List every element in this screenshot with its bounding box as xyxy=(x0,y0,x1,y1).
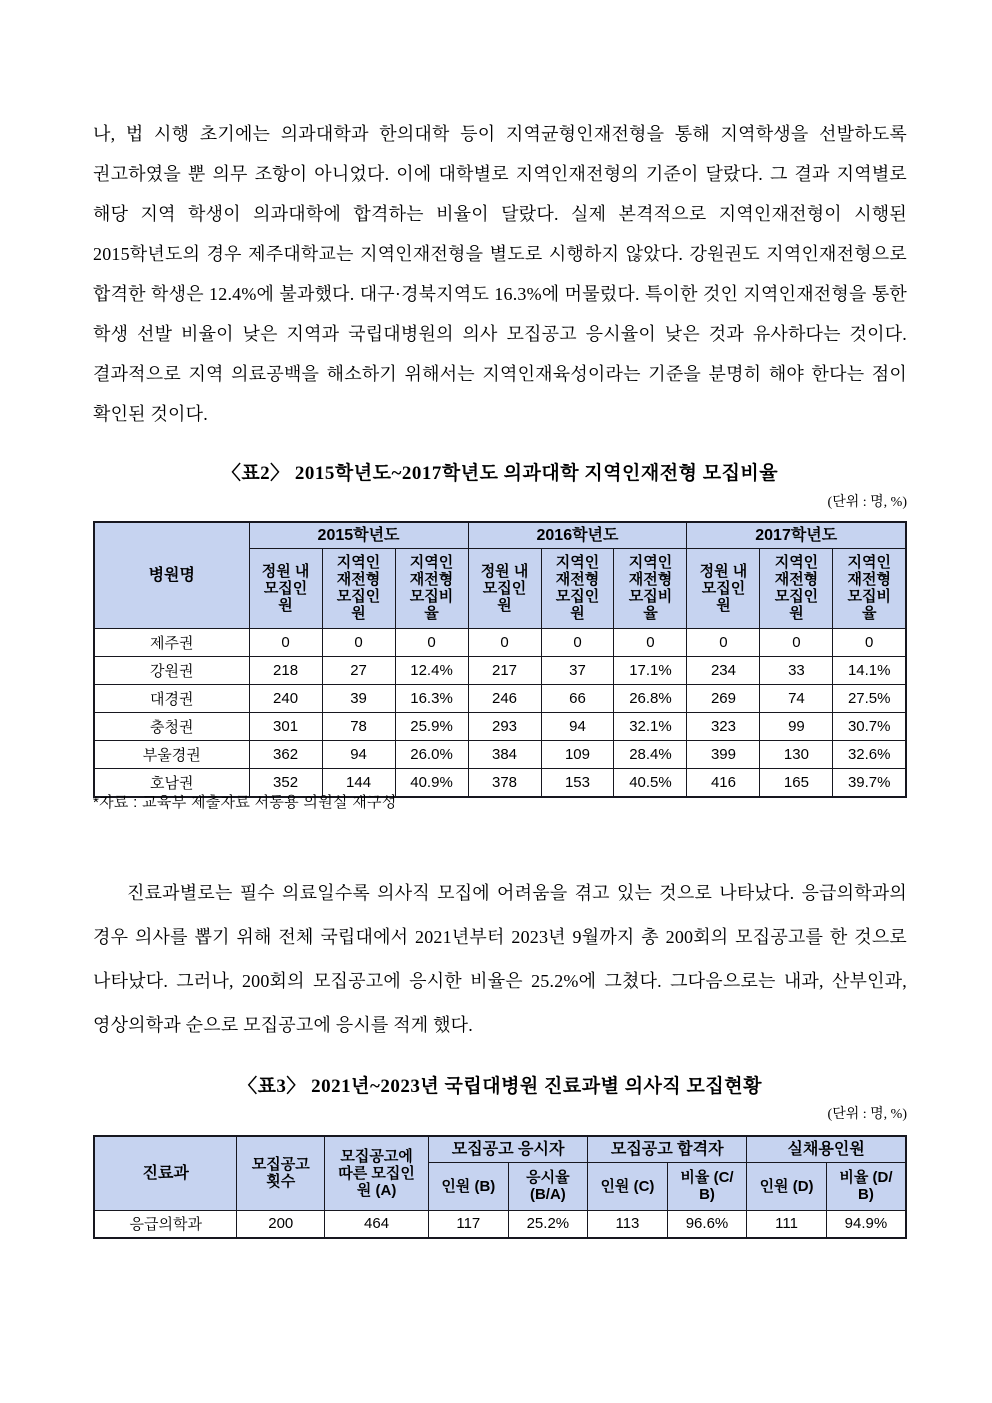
data-cell: 0 xyxy=(833,628,906,656)
column-header-department: 진료과 xyxy=(94,1136,237,1210)
data-cell: 352 xyxy=(249,768,322,797)
data-cell: 33 xyxy=(760,656,833,684)
column-header-passers-c: 인원 (C) xyxy=(588,1162,668,1210)
data-cell: 40.5% xyxy=(614,768,687,797)
data-cell: 32.1% xyxy=(614,712,687,740)
column-group-applicants: 모집공고 응시자 xyxy=(429,1136,588,1162)
data-cell: 218 xyxy=(249,656,322,684)
table3-unit-note: (단위 : 명, %) xyxy=(827,1107,907,1122)
column-header-quota: 정원 내 모집인원 xyxy=(687,548,760,628)
data-cell: 323 xyxy=(687,712,760,740)
data-cell: 94 xyxy=(322,740,395,768)
data-cell: 269 xyxy=(687,684,760,712)
table-row xyxy=(94,684,906,712)
column-group-2016: 2016학년도 xyxy=(468,522,687,548)
column-header-regional-quota: 지역인재전형 모집인원 xyxy=(760,548,833,628)
row-label-cell: 부울경권 xyxy=(94,740,249,768)
data-cell: 40.9% xyxy=(395,768,468,797)
table-row xyxy=(94,1210,906,1238)
data-cell: 96.6% xyxy=(667,1210,747,1238)
data-cell: 399 xyxy=(687,740,760,768)
column-header-hired-d: 인원 (D) xyxy=(747,1162,827,1210)
table-row xyxy=(94,656,906,684)
column-header-apply-rate: 응시율 (B/A) xyxy=(508,1162,588,1210)
data-cell: 240 xyxy=(249,684,322,712)
data-cell: 0 xyxy=(322,628,395,656)
data-cell: 144 xyxy=(322,768,395,797)
data-cell: 17.1% xyxy=(614,656,687,684)
data-cell: 26.8% xyxy=(614,684,687,712)
data-cell: 246 xyxy=(468,684,541,712)
column-header-regional-ratio: 지역인재전형 모집비율 xyxy=(395,548,468,628)
data-cell: 0 xyxy=(614,628,687,656)
data-cell: 27 xyxy=(322,656,395,684)
column-header-quota: 정원 내 모집인원 xyxy=(249,548,322,628)
column-header-quota: 정원 내 모집인원 xyxy=(468,548,541,628)
data-cell: 16.3% xyxy=(395,684,468,712)
data-cell: 109 xyxy=(541,740,614,768)
table2-unit-note: (단위 : 명, %) xyxy=(827,495,907,510)
table3-recruitment-status xyxy=(93,1135,907,1239)
column-header-pass-rate: 비율 (C/B) xyxy=(667,1162,747,1210)
data-cell: 78 xyxy=(322,712,395,740)
column-header-hire-rate: 비율 (D/B) xyxy=(826,1162,906,1210)
data-cell: 416 xyxy=(687,768,760,797)
table-row xyxy=(94,712,906,740)
column-group-2017: 2017학년도 xyxy=(687,522,906,548)
column-header-hospital: 병원명 xyxy=(94,522,249,628)
data-cell: 66 xyxy=(541,684,614,712)
row-label-cell: 충청권 xyxy=(94,712,249,740)
data-cell: 27.5% xyxy=(833,684,906,712)
table3-header-row-groups xyxy=(94,1136,906,1162)
body-paragraph-1: 나, 법 시행 초기에는 의과대학과 한의대학 등이 지역균형인재전형을 통해 지역학생을 선발하도록 권고하였을 뿐 의무 조항이 아니었다. 이에 대학별로 지역인재전형의 기준이 달랐다. 그 결과 지역별로 해당 지역 학생이 의과대학에 합격하는 비율이 달랐다. 실제 본격적으로 지역인재전형이 시행된 2015학년도의 경우 제주대학교는 지역인재전형을 별도로 시행하지 않았다. 강원권도 지역인재전형으로 합격한 학생은 12.4%에 불과했다. 대구·경북지역도 16.3%에 머물렀다. 특이한 것인 지역인재전형을 통한 학생 선발 비율이 낮은 지역과 국립대병원의 의사 모집공고 응시율이 낮은 것과 유사하다는 것이다. 결과적으로 지역 의료공백을 해소하기 위해서는 지역인재육성이라는 기준을 분명히 해야 한다는 점이 확인된 것이다. xyxy=(93,124,907,424)
data-cell: 39 xyxy=(322,684,395,712)
data-cell: 32.6% xyxy=(833,740,906,768)
data-cell: 0 xyxy=(468,628,541,656)
data-cell: 94 xyxy=(541,712,614,740)
column-group-2015: 2015학년도 xyxy=(249,522,468,548)
table2-title: 〈표2〉 2015학년도~2017학년도 의과대학 지역인재전형 모집비율 xyxy=(221,463,779,484)
data-cell: 28.4% xyxy=(614,740,687,768)
data-cell: 26.0% xyxy=(395,740,468,768)
data-cell: 111 xyxy=(747,1210,827,1238)
data-cell: 94.9% xyxy=(826,1210,906,1238)
data-cell: 37 xyxy=(541,656,614,684)
data-cell: 130 xyxy=(760,740,833,768)
column-header-notice-count: 모집공고 횟수 xyxy=(237,1136,325,1210)
data-cell: 293 xyxy=(468,712,541,740)
data-cell: 0 xyxy=(395,628,468,656)
table2-regional-admission xyxy=(93,521,907,798)
row-label-cell: 대경권 xyxy=(94,684,249,712)
data-cell: 378 xyxy=(468,768,541,797)
data-cell: 362 xyxy=(249,740,322,768)
row-label-cell: 제주권 xyxy=(94,628,249,656)
data-cell: 0 xyxy=(249,628,322,656)
data-cell: 153 xyxy=(541,768,614,797)
data-cell: 74 xyxy=(760,684,833,712)
column-header-regional-quota: 지역인재전형 모집인원 xyxy=(541,548,614,628)
data-cell: 113 xyxy=(588,1210,668,1238)
data-cell: 12.4% xyxy=(395,656,468,684)
column-group-passers: 모집공고 합격자 xyxy=(588,1136,747,1162)
data-cell: 25.2% xyxy=(508,1210,588,1238)
data-cell: 14.1% xyxy=(833,656,906,684)
data-cell: 117 xyxy=(429,1210,509,1238)
data-cell: 39.7% xyxy=(833,768,906,797)
data-cell: 25.9% xyxy=(395,712,468,740)
data-cell: 384 xyxy=(468,740,541,768)
row-label-cell: 강원권 xyxy=(94,656,249,684)
data-cell: 165 xyxy=(760,768,833,797)
data-cell: 30.7% xyxy=(833,712,906,740)
column-group-hired: 실채용인원 xyxy=(747,1136,906,1162)
data-cell: 217 xyxy=(468,656,541,684)
data-cell: 200 xyxy=(237,1210,325,1238)
column-header-applicants-b: 인원 (B) xyxy=(429,1162,509,1210)
data-cell: 234 xyxy=(687,656,760,684)
data-cell: 301 xyxy=(249,712,322,740)
table2-source-note: *자료 : 교육부 제출자료 서동용 의원실 재구성 xyxy=(93,794,397,811)
column-header-capacity-a: 모집공고에 따른 모집인원 (A) xyxy=(325,1136,429,1210)
column-header-regional-ratio: 지역인재전형 모집비율 xyxy=(833,548,906,628)
data-cell: 464 xyxy=(325,1210,429,1238)
body-paragraph-2: 진료과별로는 필수 의료일수록 의사직 모집에 어려움을 겪고 있는 것으로 나타났다. 응급의학과의 경우 의사를 뽑기 위해 전체 국립대에서 2021년부터 2023년 9월까지 총 200회의 모집공고를 한 것으로 나타났다. 그러나, 200회의 모집공고에 응시한 비율은 25.2%에 그쳤다. 그다음으로는 내과, 산부인과, 영상의학과 순으로 모집공고에 응시를 적게 했다. xyxy=(93,883,907,1035)
table-row xyxy=(94,740,906,768)
table3-title: 〈표3〉 2021년~2023년 국립대병원 진료과별 의사직 모집현황 xyxy=(238,1076,762,1097)
column-header-regional-quota: 지역인재전형 모집인원 xyxy=(322,548,395,628)
table2-body xyxy=(94,628,906,797)
data-cell: 0 xyxy=(760,628,833,656)
table-row xyxy=(94,628,906,656)
row-label-cell: 응급의학과 xyxy=(94,1210,237,1238)
data-cell: 0 xyxy=(687,628,760,656)
data-cell: 0 xyxy=(541,628,614,656)
table3-body xyxy=(94,1210,906,1238)
data-cell: 99 xyxy=(760,712,833,740)
table2-header-row-years xyxy=(94,522,906,548)
row-label-cell: 호남권 xyxy=(94,768,249,797)
column-header-regional-ratio: 지역인재전형 모집비율 xyxy=(614,548,687,628)
